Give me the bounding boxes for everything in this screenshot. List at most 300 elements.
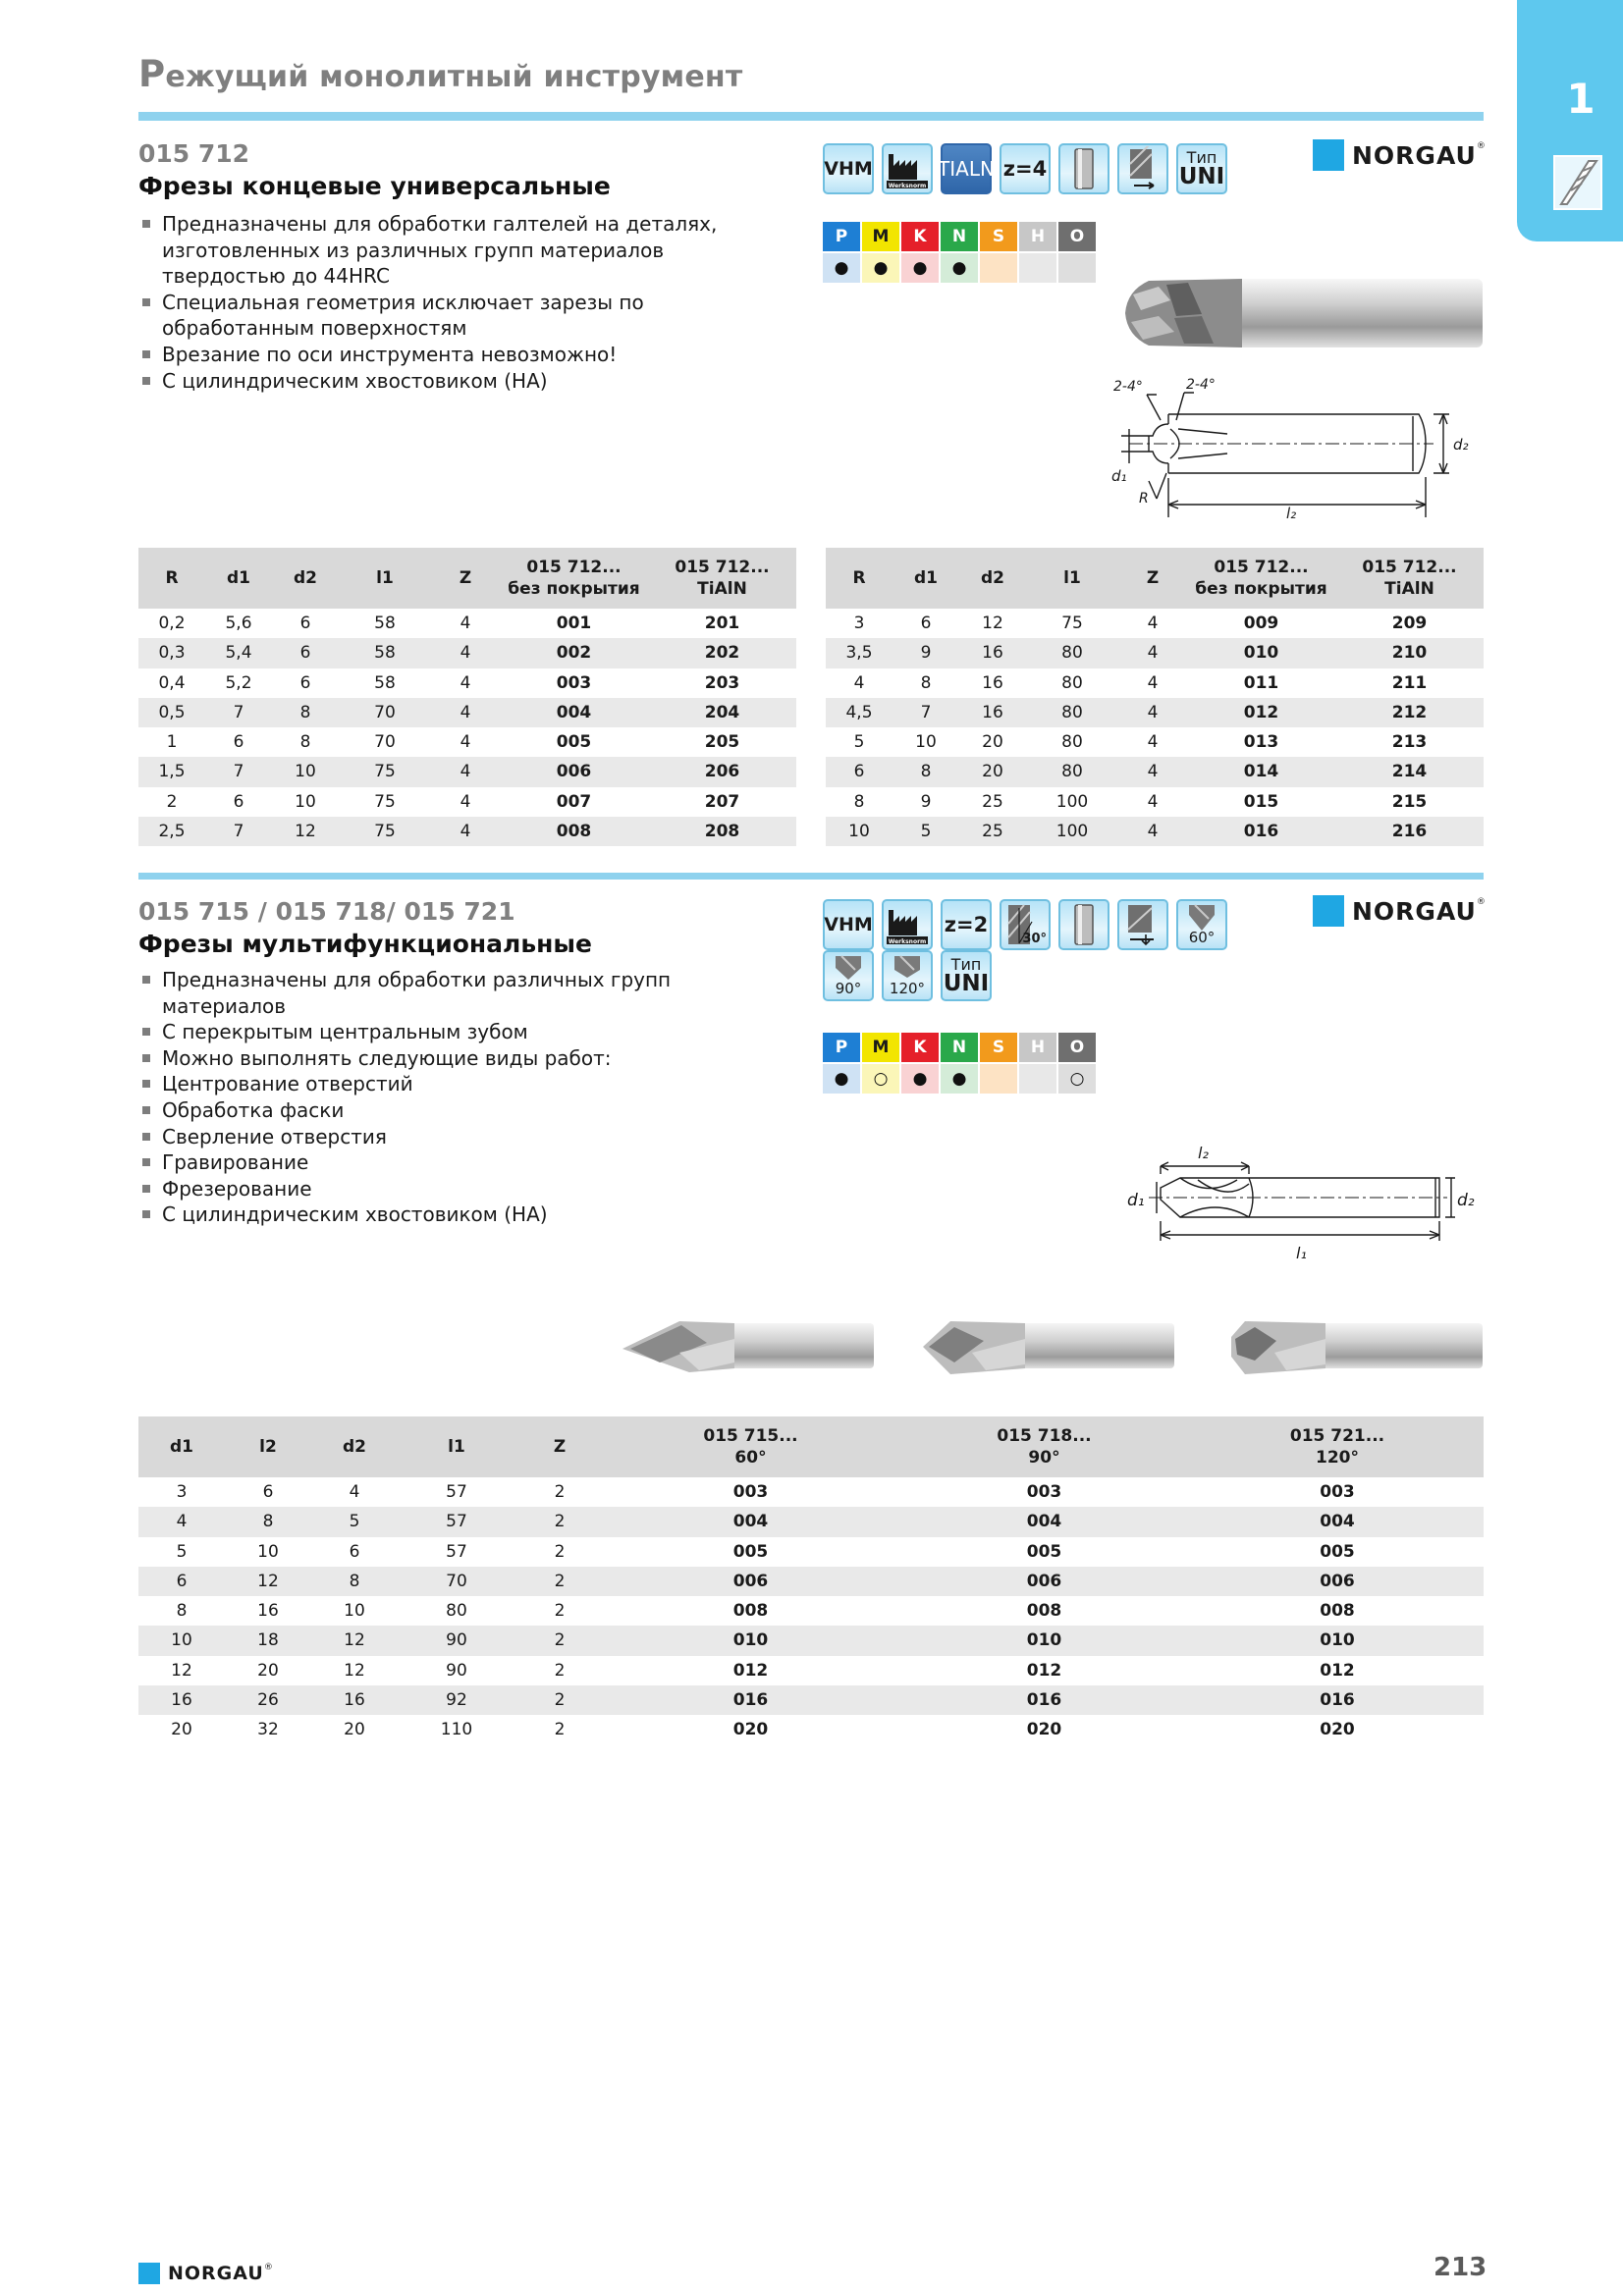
table-row [138,1715,1484,1744]
table-cell: 3 [853,614,865,634]
table-row [826,817,1484,846]
bullet-item: Сверление отверстия [138,1124,786,1150]
section2-bullets [138,967,786,1228]
material-mark [980,253,1017,283]
col-header: d1 [205,548,272,609]
section1-title: Фрезы концевые универсальные [138,172,611,200]
table-cell: 012 [1026,1660,1062,1681]
logo-square [1313,139,1344,171]
table-cell: 16 [982,672,1003,693]
logo-square [138,2263,160,2284]
table-cell: 003 [1320,1482,1355,1503]
bullet-item: С цилиндрическим хвостовиком (НА) [138,368,767,395]
vhm-icon: VHM [823,143,874,194]
table-row [826,638,1484,667]
material-n: N [941,222,978,251]
table-cell: 204 [648,698,796,727]
section2-code: 015 715 / 015 718/ 015 721 [138,897,515,926]
table-cell: 16 [257,1601,279,1622]
table-cell: 10 [138,1626,225,1655]
point-angle-label: 60° [1188,929,1216,946]
table-row [138,1596,1484,1626]
table-row [138,727,796,757]
table-cell: 20 [171,1720,192,1740]
flutes-z2-icon: z=2 [941,899,992,950]
end-mill-icon [1553,155,1602,210]
table-cell: 80 [446,1601,467,1622]
table-cell: 4 [460,672,471,693]
table-cell: 7 [205,817,272,846]
material-mark [980,1064,1017,1094]
table-cell: 4 [431,638,500,667]
werksnorm-label: Werksnorm [888,938,927,945]
norgau-logo [1313,895,1487,927]
table-cell: 2 [554,1720,566,1740]
material-s: S [980,222,1017,251]
table-cell: 10 [295,791,316,812]
bullet-item: Предназначены для обработки галтелей на деталях, изготовленных из различных групп материалов твердостью до 44HRC [138,211,767,290]
chapter-number: 1 [1566,75,1596,123]
table-cell: 57 [446,1541,467,1562]
table-cell: 213 [1391,732,1428,753]
table-cell: 5 [311,1507,398,1536]
table-cell: 006 [500,757,648,786]
table-cell: 020 [1026,1720,1062,1740]
material-k: K [901,1033,939,1062]
material-p: P [823,222,860,251]
table-cell: 012 [732,1660,769,1681]
table-cell: 8 [299,732,311,753]
table-cell: 005 [1026,1541,1062,1562]
table-cell: 4 [460,614,471,634]
cylindrical-shank-icon [1058,143,1109,194]
tialn-coating-icon: TIALN [941,143,992,194]
table-cell: 10 [915,732,937,753]
type-value: UNI [1178,163,1225,189]
helix-30-icon [1000,899,1051,950]
bullet-item: Гравирование [138,1149,786,1176]
material-mark: ● [823,253,860,283]
table-cell: 75 [374,791,396,812]
table-cell: 214 [1335,757,1484,786]
table-cell: 6 [299,614,311,634]
table-cell: 57 [398,1507,515,1536]
table-cell: 5,6 [225,614,252,634]
table-cell: 6 [826,757,893,786]
title-rule [138,112,1484,121]
table-cell: 100 [1055,791,1089,812]
table-cell: 2 [554,1660,566,1681]
table-cell: 6 [272,638,339,667]
table-cell: 8 [920,672,932,693]
col-header-uncoated: 015 712... без покрытия [1187,548,1335,609]
table-row [138,1656,1484,1685]
table-cell: 215 [1391,791,1428,812]
table-cell: 4 [349,1482,360,1503]
table-cell: 016 [1191,1685,1484,1715]
table-cell: 008 [1320,1601,1355,1622]
table-cell: 205 [704,732,740,753]
table-cell: 75 [339,817,431,846]
drawing-r: R [1139,491,1149,507]
table-cell: 002 [500,638,648,667]
table-cell: 010 [604,1626,897,1655]
col-header: l1 [339,548,431,609]
table-cell: 4 [1118,638,1187,667]
table-cell: 4 [1147,672,1159,693]
cylindrical-shank-icon [1058,899,1109,950]
table-cell: 90 [398,1626,515,1655]
table-cell: 75 [1061,614,1083,634]
table-cell: 008 [500,817,648,846]
no-plunge-icon [1117,143,1168,194]
table-cell: 5,4 [205,638,272,667]
table-cell: 010 [1191,1626,1484,1655]
table-cell: 208 [648,817,796,846]
col-header: d1 [893,548,959,609]
table-cell: 80 [1061,672,1083,693]
bullet-item: Можно выполнять следующие виды работ: [138,1045,786,1072]
material-mark [1058,253,1096,283]
table-row [138,638,796,667]
table-cell: 4 [460,791,471,812]
drawing-l1: l₁ [1296,1244,1307,1262]
table-cell: 1 [166,732,178,753]
table-cell: 16 [311,1685,398,1715]
table-cell: 4 [431,817,500,846]
page-number: 213 [1434,2253,1488,2282]
table-cell: 4 [431,757,500,786]
col-header-90: 015 718... 90° [897,1416,1191,1477]
section-divider [138,873,1484,880]
table-cell: 216 [1335,817,1484,846]
table-cell: 4 [460,732,471,753]
table-row [826,757,1484,786]
table-body [138,609,796,846]
table-row [138,1537,1484,1567]
table-cell: 25 [982,791,1003,812]
material-h: H [1019,1033,1056,1062]
bullet-item: Врезание по оси инструмента невозможно! [138,342,767,368]
table-cell: 6 [233,791,244,812]
table-cell: 207 [704,791,740,812]
material-m: M [862,222,899,251]
table-cell: 020 [1320,1720,1355,1740]
section1-table-left [138,548,796,846]
section1-bullets [138,211,767,394]
table-cell: 70 [339,698,431,727]
material-n: N [941,1033,978,1062]
table-cell: 020 [732,1720,769,1740]
table-cell: 003 [732,1482,769,1503]
table-cell: 8 [176,1601,188,1622]
table-cell: 4 [1118,817,1187,846]
table-cell: 6 [920,614,932,634]
table-cell: 0,5 [138,698,205,727]
table-cell: 012 [1320,1660,1355,1681]
table-cell: 9 [893,638,959,667]
table-cell: 6 [233,732,244,753]
bullet-item: Фрезерование [138,1176,786,1202]
table-cell: 6 [262,1482,274,1503]
table-cell: 70 [374,732,396,753]
material-mark: ● [862,253,899,283]
material-mark [1019,253,1056,283]
table-cell: 4,5 [826,698,893,727]
table-cell: 2 [515,1685,604,1715]
table-row [826,668,1484,698]
table-cell: 003 [1026,1482,1062,1503]
drill-mill-90-photo [921,1313,1176,1382]
table-cell: 100 [1026,817,1118,846]
table-row [138,757,796,786]
col-header: d2 [311,1416,398,1477]
table-cell: 006 [604,1567,897,1596]
table-cell: 0,3 [138,638,205,667]
table-cell: 8 [272,698,339,727]
table-cell: 5 [176,1541,188,1562]
bullet-item: С цилиндрическим хвостовиком (НА) [138,1201,786,1228]
end-mill-photo [1119,271,1488,359]
table-cell: 12 [225,1567,311,1596]
table-cell: 7 [205,757,272,786]
werksnorm-icon [882,899,933,950]
table-cell: 4 [1147,732,1159,753]
table-cell: 212 [1335,698,1484,727]
logo-text: NORGAU® [1352,140,1487,170]
section1-code: 015 712 [138,139,250,168]
drawing-l2: l₂ [1286,505,1297,522]
table-cell: 003 [556,672,592,693]
type-uni-icon [1176,143,1227,194]
table-cell: 32 [257,1720,279,1740]
table-cell: 001 [556,614,592,634]
table-cell: 202 [648,638,796,667]
bullet-item: Центрование отверстий [138,1071,786,1097]
table-row [138,1567,1484,1596]
helix-angle: 30° [1022,932,1047,946]
table-cell: 7 [205,698,272,727]
point-angle-90-icon [823,950,874,1001]
bullet-item: Предназначены для обработки различных групп материалов [138,967,786,1019]
table-cell: 2 [554,1482,566,1503]
point-angle-label: 120° [889,980,926,997]
table-cell: 015 [1243,791,1279,812]
table-cell: 75 [339,757,431,786]
material-o: O [1058,222,1096,251]
table-cell: 6 [349,1541,360,1562]
drawing-angle-1: 2-4° [1113,379,1143,395]
table-cell: 2 [554,1541,566,1562]
table-cell: 005 [1320,1541,1355,1562]
table-cell: 16 [138,1685,225,1715]
col-header: d2 [272,548,339,609]
table-cell: 16 [959,698,1026,727]
section2-title: Фрезы мультифункциональные [138,930,592,958]
table-row [826,787,1484,817]
section2-technical-drawing [1109,1137,1483,1268]
table-cell: 7 [893,698,959,727]
drawing-angle-2: 2-4° [1186,377,1216,393]
table-cell: 8 [853,791,865,812]
table-cell: 5,2 [225,672,252,693]
material-k: K [901,222,939,251]
table-cell: 18 [225,1626,311,1655]
table-cell: 80 [1026,638,1118,667]
table-row [138,668,796,698]
table-cell: 4 [1147,791,1159,812]
table-cell: 12 [311,1626,398,1655]
table-cell: 26 [225,1685,311,1715]
table-cell: 80 [1026,757,1118,786]
material-h: H [1019,222,1056,251]
table-cell: 20 [344,1720,365,1740]
table-cell: 90 [446,1660,467,1681]
col-header: d2 [959,548,1026,609]
table-cell: 006 [1191,1567,1484,1596]
table-cell: 10 [272,757,339,786]
material-mark: ● [901,253,939,283]
table-cell: 011 [1243,672,1279,693]
table-row [138,609,796,638]
table-cell: 008 [732,1601,769,1622]
table-cell: 206 [648,757,796,786]
material-mark: ○ [862,1064,899,1094]
werksnorm-icon [882,143,933,194]
table-cell: 5 [893,817,959,846]
col-header: l2 [225,1416,311,1477]
table-cell: 80 [1061,732,1083,753]
col-header: d1 [138,1416,225,1477]
table-cell: 6 [138,1567,225,1596]
drawing-d2: d₂ [1457,1191,1475,1210]
table-cell: 20 [257,1660,279,1681]
table-cell: 005 [556,732,592,753]
table-cell: 009 [1243,614,1279,634]
col-header: l1 [1026,548,1118,609]
table-cell: 8 [311,1567,398,1596]
table-cell: 12 [171,1660,192,1681]
table-cell: 9 [920,791,932,812]
table-cell: 201 [704,614,740,634]
drill-mill-60-photo [621,1313,876,1382]
table-cell: 006 [897,1567,1191,1596]
col-header-uncoated: 015 712... без покрытия [500,548,648,609]
table-cell: 57 [446,1482,467,1503]
table-cell: 70 [398,1567,515,1596]
material-p: P [823,1033,860,1062]
type-label: Тип [1186,147,1217,167]
drawing-d1: d₁ [1111,467,1127,485]
table-cell: 203 [704,672,740,693]
col-header: R [826,548,893,609]
plunge-icon [1117,899,1168,950]
flutes-z4-icon: z=4 [1000,143,1051,194]
werksnorm-label: Werksnorm [888,183,927,189]
table-body [138,1477,1484,1744]
table-row [826,698,1484,727]
table-cell: 004 [604,1507,897,1536]
table-cell: 211 [1391,672,1428,693]
table-cell: 2 [515,1567,604,1596]
table-cell: 3,5 [826,638,893,667]
table-cell: 016 [1187,817,1335,846]
table-cell: 8 [225,1507,311,1536]
table-cell: 004 [897,1507,1191,1536]
table-cell: 10 [257,1541,279,1562]
material-mark: ● [823,1064,860,1094]
bullet-item: Обработка фаски [138,1097,786,1124]
table-cell: 110 [440,1720,473,1740]
section1-material-grid [823,222,1096,283]
table-cell: 80 [1026,698,1118,727]
type-value: UNI [943,970,990,996]
type-label: Тип [950,954,982,974]
drawing-d1: d₁ [1127,1191,1145,1210]
table-cell: 25 [959,817,1026,846]
table-cell: 2 [166,791,178,812]
col-header: R [138,548,205,609]
table-cell: 58 [339,638,431,667]
material-mark [1019,1064,1056,1094]
table-cell: 3 [176,1482,188,1503]
table-cell: 58 [374,672,396,693]
col-header: Z [515,1416,604,1477]
table-cell: 010 [1187,638,1335,667]
material-mark: ● [941,253,978,283]
section2-table [138,1416,1484,1744]
table-cell: 010 [897,1626,1191,1655]
table-row [138,1626,1484,1655]
table-cell: 12 [982,614,1003,634]
table-cell: 210 [1335,638,1484,667]
table-cell: 8 [893,757,959,786]
section1-technical-drawing [1109,375,1483,536]
table-cell: 4 [1118,757,1187,786]
point-angle-60-icon [1176,899,1227,950]
table-cell: 2,5 [138,817,205,846]
table-cell: 20 [982,732,1003,753]
table-cell: 4 [138,1507,225,1536]
table-cell: 007 [556,791,592,812]
material-mark: ● [941,1064,978,1094]
type-uni-icon [941,950,992,1001]
table-cell: 6 [299,672,311,693]
drawing-l2: l₂ [1198,1144,1209,1162]
table-cell: 0,2 [158,614,186,634]
table-row [826,727,1484,757]
table-cell: 1,5 [138,757,205,786]
col-header-120: 015 721... 120° [1191,1416,1484,1477]
table-cell: 016 [604,1685,897,1715]
table-cell: 5 [853,732,865,753]
col-header: Z [1118,548,1187,609]
table-cell: 008 [1026,1601,1062,1622]
table-cell: 0,4 [158,672,186,693]
col-header-tialn: 015 712... TiAlN [648,548,796,609]
drill-mill-120-photo [1225,1313,1486,1382]
table-cell: 92 [398,1685,515,1715]
table-cell: 013 [1243,732,1279,753]
point-angle-120-icon [882,950,933,1001]
table-cell: 20 [959,757,1026,786]
logo-square [1313,895,1344,927]
table-row [138,1685,1484,1715]
table-cell: 016 [897,1685,1191,1715]
table-row [138,698,796,727]
col-header-60: 015 715... 60° [604,1416,897,1477]
table-cell: 004 [1191,1507,1484,1536]
